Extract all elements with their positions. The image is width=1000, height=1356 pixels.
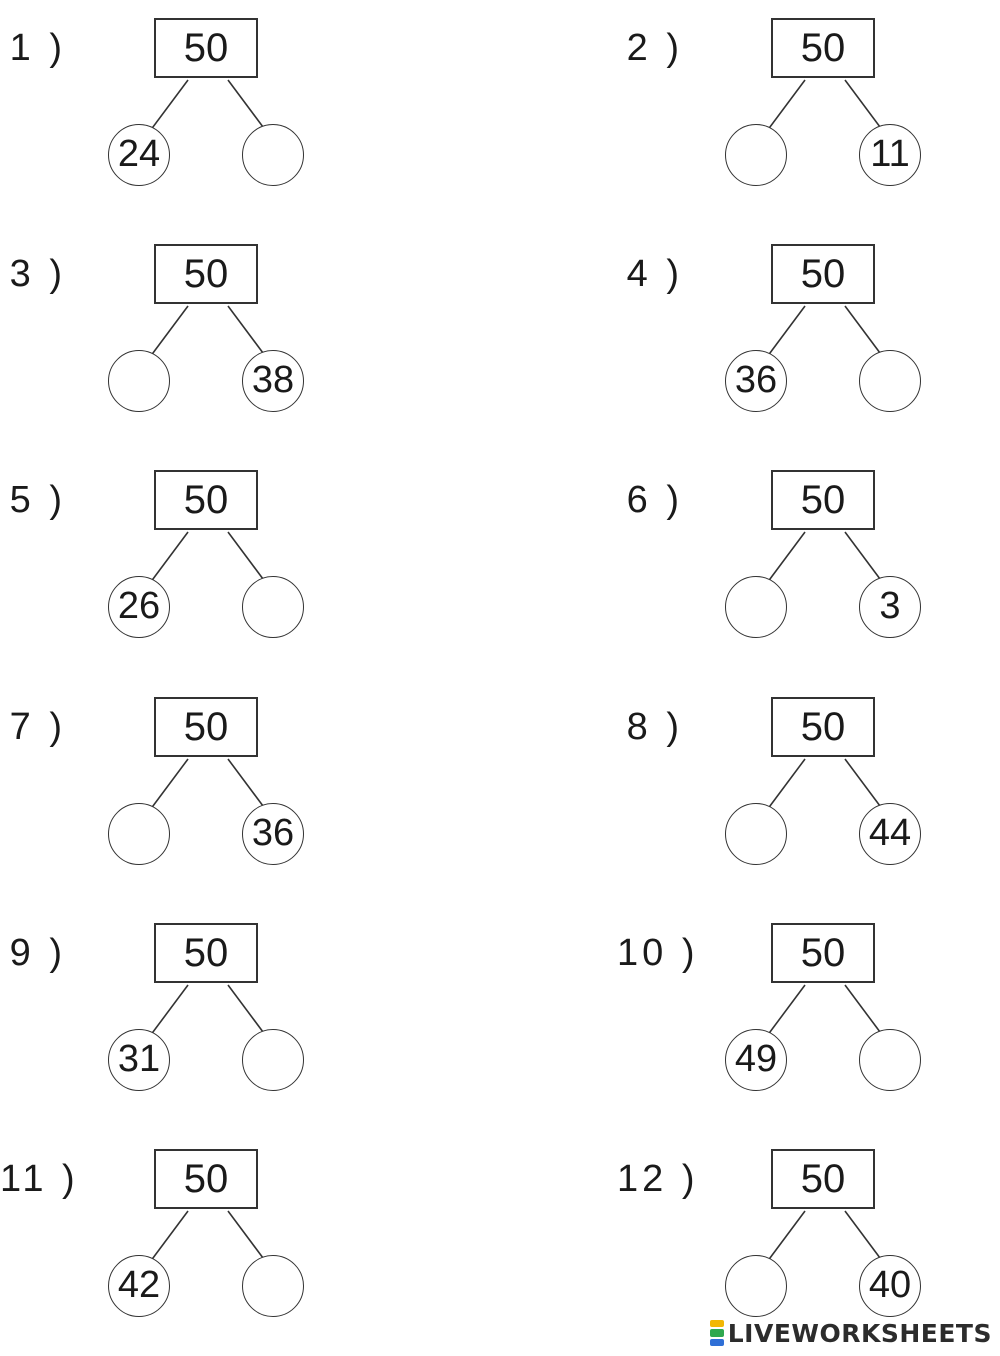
number-bond-5 [0, 452, 340, 652]
right-part-circle: 36 [242, 803, 304, 865]
right-part-circle[interactable] [242, 1255, 304, 1317]
left-connector [767, 1211, 805, 1262]
left-connector [150, 1211, 188, 1262]
problem-number: 11 ) [0, 1158, 79, 1200]
brand-name: LIVEWORKSHEETS [727, 1318, 992, 1348]
problem-number: 8 ) [626, 706, 683, 748]
number-bond-3 [0, 226, 340, 426]
left-connector [767, 80, 805, 131]
whole-box: 50 [154, 470, 258, 530]
whole-box: 50 [154, 923, 258, 983]
problem-number: 9 ) [9, 932, 66, 974]
problem-number: 3 ) [9, 253, 66, 295]
whole-box: 50 [771, 923, 875, 983]
problem-number: 12 ) [617, 1158, 699, 1200]
left-part-circle: 24 [108, 124, 170, 186]
number-bond-9 [0, 905, 340, 1105]
left-part-circle: 26 [108, 576, 170, 638]
whole-box: 50 [771, 1149, 875, 1209]
number-bond-4 [617, 226, 957, 426]
left-connector [150, 985, 188, 1036]
left-connector [150, 532, 188, 583]
problem-number: 1 ) [9, 27, 66, 69]
right-connector [228, 985, 266, 1036]
whole-box: 50 [154, 697, 258, 757]
right-connector [845, 306, 883, 357]
left-connector [150, 759, 188, 810]
whole-box: 50 [154, 18, 258, 78]
left-part-circle: 42 [108, 1255, 170, 1317]
problem-number: 5 ) [9, 479, 66, 521]
right-part-circle[interactable] [242, 124, 304, 186]
problem-number: 2 ) [626, 27, 683, 69]
number-bond-6 [617, 452, 957, 652]
left-part-circle: 49 [725, 1029, 787, 1091]
right-part-circle: 38 [242, 350, 304, 412]
right-part-circle: 11 [859, 124, 921, 186]
problem-number: 10 ) [617, 932, 699, 974]
right-part-circle[interactable] [242, 576, 304, 638]
left-part-circle[interactable] [108, 803, 170, 865]
whole-box: 50 [771, 244, 875, 304]
left-connector [150, 306, 188, 357]
number-bond-7 [0, 679, 340, 879]
problem-number: 7 ) [9, 706, 66, 748]
right-connector [228, 532, 266, 583]
whole-box: 50 [154, 244, 258, 304]
right-connector [228, 80, 266, 131]
liveworksheets-logo [710, 1318, 992, 1348]
left-connector [150, 80, 188, 131]
whole-box: 50 [771, 697, 875, 757]
right-part-circle: 40 [859, 1255, 921, 1317]
number-bond-10 [617, 905, 957, 1105]
liveworksheets-logo-icon [710, 1320, 724, 1346]
left-part-circle[interactable] [108, 350, 170, 412]
number-bond-8 [617, 679, 957, 879]
left-part-circle[interactable] [725, 576, 787, 638]
right-connector [845, 1211, 883, 1262]
number-bond-2 [617, 0, 957, 200]
left-part-circle[interactable] [725, 124, 787, 186]
left-connector [767, 985, 805, 1036]
whole-box: 50 [771, 470, 875, 530]
right-connector [845, 985, 883, 1036]
number-bond-11 [0, 1131, 340, 1331]
left-connector [767, 306, 805, 357]
number-bond-12 [617, 1131, 957, 1331]
left-part-circle[interactable] [725, 1255, 787, 1317]
right-part-circle[interactable] [859, 1029, 921, 1091]
right-part-circle[interactable] [859, 350, 921, 412]
right-connector [845, 759, 883, 810]
right-connector [845, 80, 883, 131]
right-connector [845, 532, 883, 583]
right-connector [228, 1211, 266, 1262]
right-connector [228, 759, 266, 810]
right-part-circle[interactable] [242, 1029, 304, 1091]
left-part-circle: 36 [725, 350, 787, 412]
problem-number: 6 ) [626, 479, 683, 521]
left-part-circle: 31 [108, 1029, 170, 1091]
right-part-circle: 44 [859, 803, 921, 865]
right-part-circle: 3 [859, 576, 921, 638]
left-connector [767, 759, 805, 810]
problem-number: 4 ) [626, 253, 683, 295]
left-connector [767, 532, 805, 583]
left-part-circle[interactable] [725, 803, 787, 865]
right-connector [228, 306, 266, 357]
number-bond-1 [0, 0, 340, 200]
whole-box: 50 [154, 1149, 258, 1209]
whole-box: 50 [771, 18, 875, 78]
